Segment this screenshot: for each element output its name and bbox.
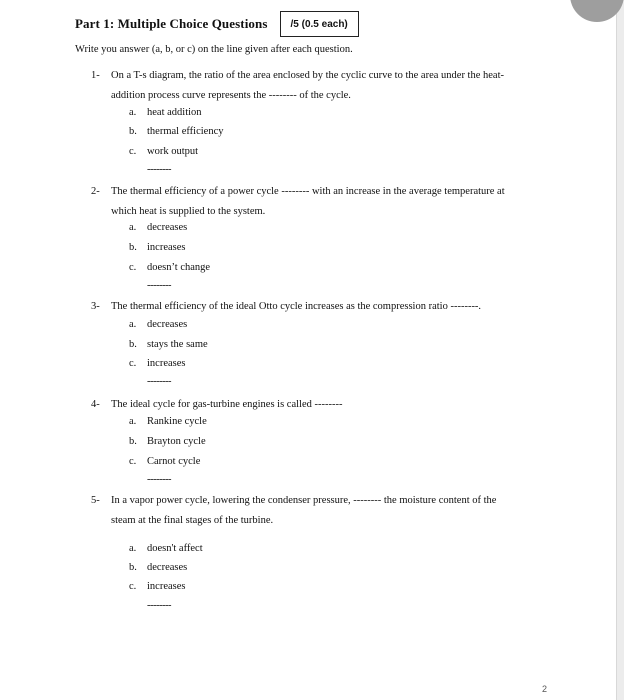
option-letter: a. — [129, 222, 137, 233]
option-letter: b. — [129, 126, 137, 137]
question-text-line2: which heat is supplied to the system. — [111, 206, 266, 217]
question-text-line2: addition process curve represents the -------- of the cycle. — [111, 90, 351, 101]
question-number: 4- — [91, 399, 100, 410]
option-text: work output — [147, 146, 199, 157]
answer-blank: -------- — [147, 280, 171, 291]
option-letter: a. — [129, 107, 137, 118]
option-text: thermal efficiency — [147, 126, 224, 137]
option-c — [129, 456, 200, 467]
question-1 — [91, 66, 541, 106]
option-text: decreases — [147, 562, 188, 573]
question-3 — [91, 297, 541, 317]
option-text: stays the same — [147, 339, 208, 350]
page-number: 2 — [542, 684, 548, 694]
option-a — [129, 222, 187, 233]
option-c — [129, 262, 210, 273]
option-text: increases — [147, 581, 186, 592]
option-b — [129, 126, 223, 137]
answer-blank: -------- — [147, 164, 171, 175]
option-text: increases — [147, 358, 186, 369]
question-number: 1- — [91, 70, 100, 81]
question-4 — [91, 395, 541, 415]
option-letter: c. — [129, 581, 137, 592]
option-b — [129, 339, 208, 350]
question-text-line1: The thermal efficiency of the ideal Otto cycle increases as the compression ratio --------. — [111, 301, 482, 312]
option-text: decreases — [147, 222, 188, 233]
answer-blank: -------- — [147, 600, 171, 611]
option-letter: a. — [129, 319, 137, 330]
option-text: heat addition — [147, 107, 202, 118]
option-b — [129, 436, 206, 447]
option-letter: b. — [129, 242, 137, 253]
instructions-text: Write you answer (a, b, or c) on the line given after each question. — [75, 44, 353, 55]
option-letter: a. — [129, 416, 137, 427]
question-text-line1: In a vapor power cycle, lowering the condenser pressure, -------- the moisture content of the — [111, 495, 497, 506]
option-letter: c. — [129, 358, 137, 369]
option-a — [129, 319, 187, 330]
question-text-line1: The thermal efficiency of a power cycle -------- with an increase in the average temperature at — [111, 186, 505, 197]
option-text: Rankine cycle — [147, 416, 207, 427]
option-c — [129, 581, 185, 592]
option-letter: b. — [129, 436, 137, 447]
option-text: doesn’t change — [147, 262, 211, 273]
question-text-line1: The ideal cycle for gas-turbine engines is called -------- — [111, 399, 343, 410]
option-text: Carnot cycle — [147, 456, 201, 467]
option-a — [129, 107, 202, 118]
question-number: 5- — [91, 495, 100, 506]
option-letter: c. — [129, 146, 137, 157]
option-text: doesn't affect — [147, 543, 203, 554]
option-letter: b. — [129, 562, 137, 573]
option-letter: c. — [129, 262, 137, 273]
option-c — [129, 146, 198, 157]
question-number: 3- — [91, 301, 100, 312]
section-header — [75, 11, 359, 37]
corner-circle-icon — [570, 0, 624, 22]
question-5 — [91, 491, 541, 531]
option-letter: b. — [129, 339, 137, 350]
option-text: decreases — [147, 319, 188, 330]
option-text: Brayton cycle — [147, 436, 206, 447]
option-text: increases — [147, 242, 186, 253]
question-text-line2: steam at the final stages of the turbine. — [111, 515, 274, 526]
option-letter: c. — [129, 456, 137, 467]
page-title: Part 1: Multiple Choice Questions — [75, 16, 268, 31]
option-a — [129, 416, 207, 427]
option-b — [129, 242, 185, 253]
answer-blank: -------- — [147, 474, 171, 485]
option-b — [129, 562, 187, 573]
question-text-line1: On a T-s diagram, the ratio of the area enclosed by the cyclic curve to the area under the heat- — [111, 70, 504, 81]
question-number: 2- — [91, 186, 100, 197]
answer-blank: -------- — [147, 376, 171, 387]
option-c — [129, 358, 185, 369]
option-letter: a. — [129, 543, 137, 554]
score-box: /5 (0.5 each) — [280, 11, 359, 37]
option-a — [129, 543, 203, 554]
question-2 — [91, 182, 541, 222]
